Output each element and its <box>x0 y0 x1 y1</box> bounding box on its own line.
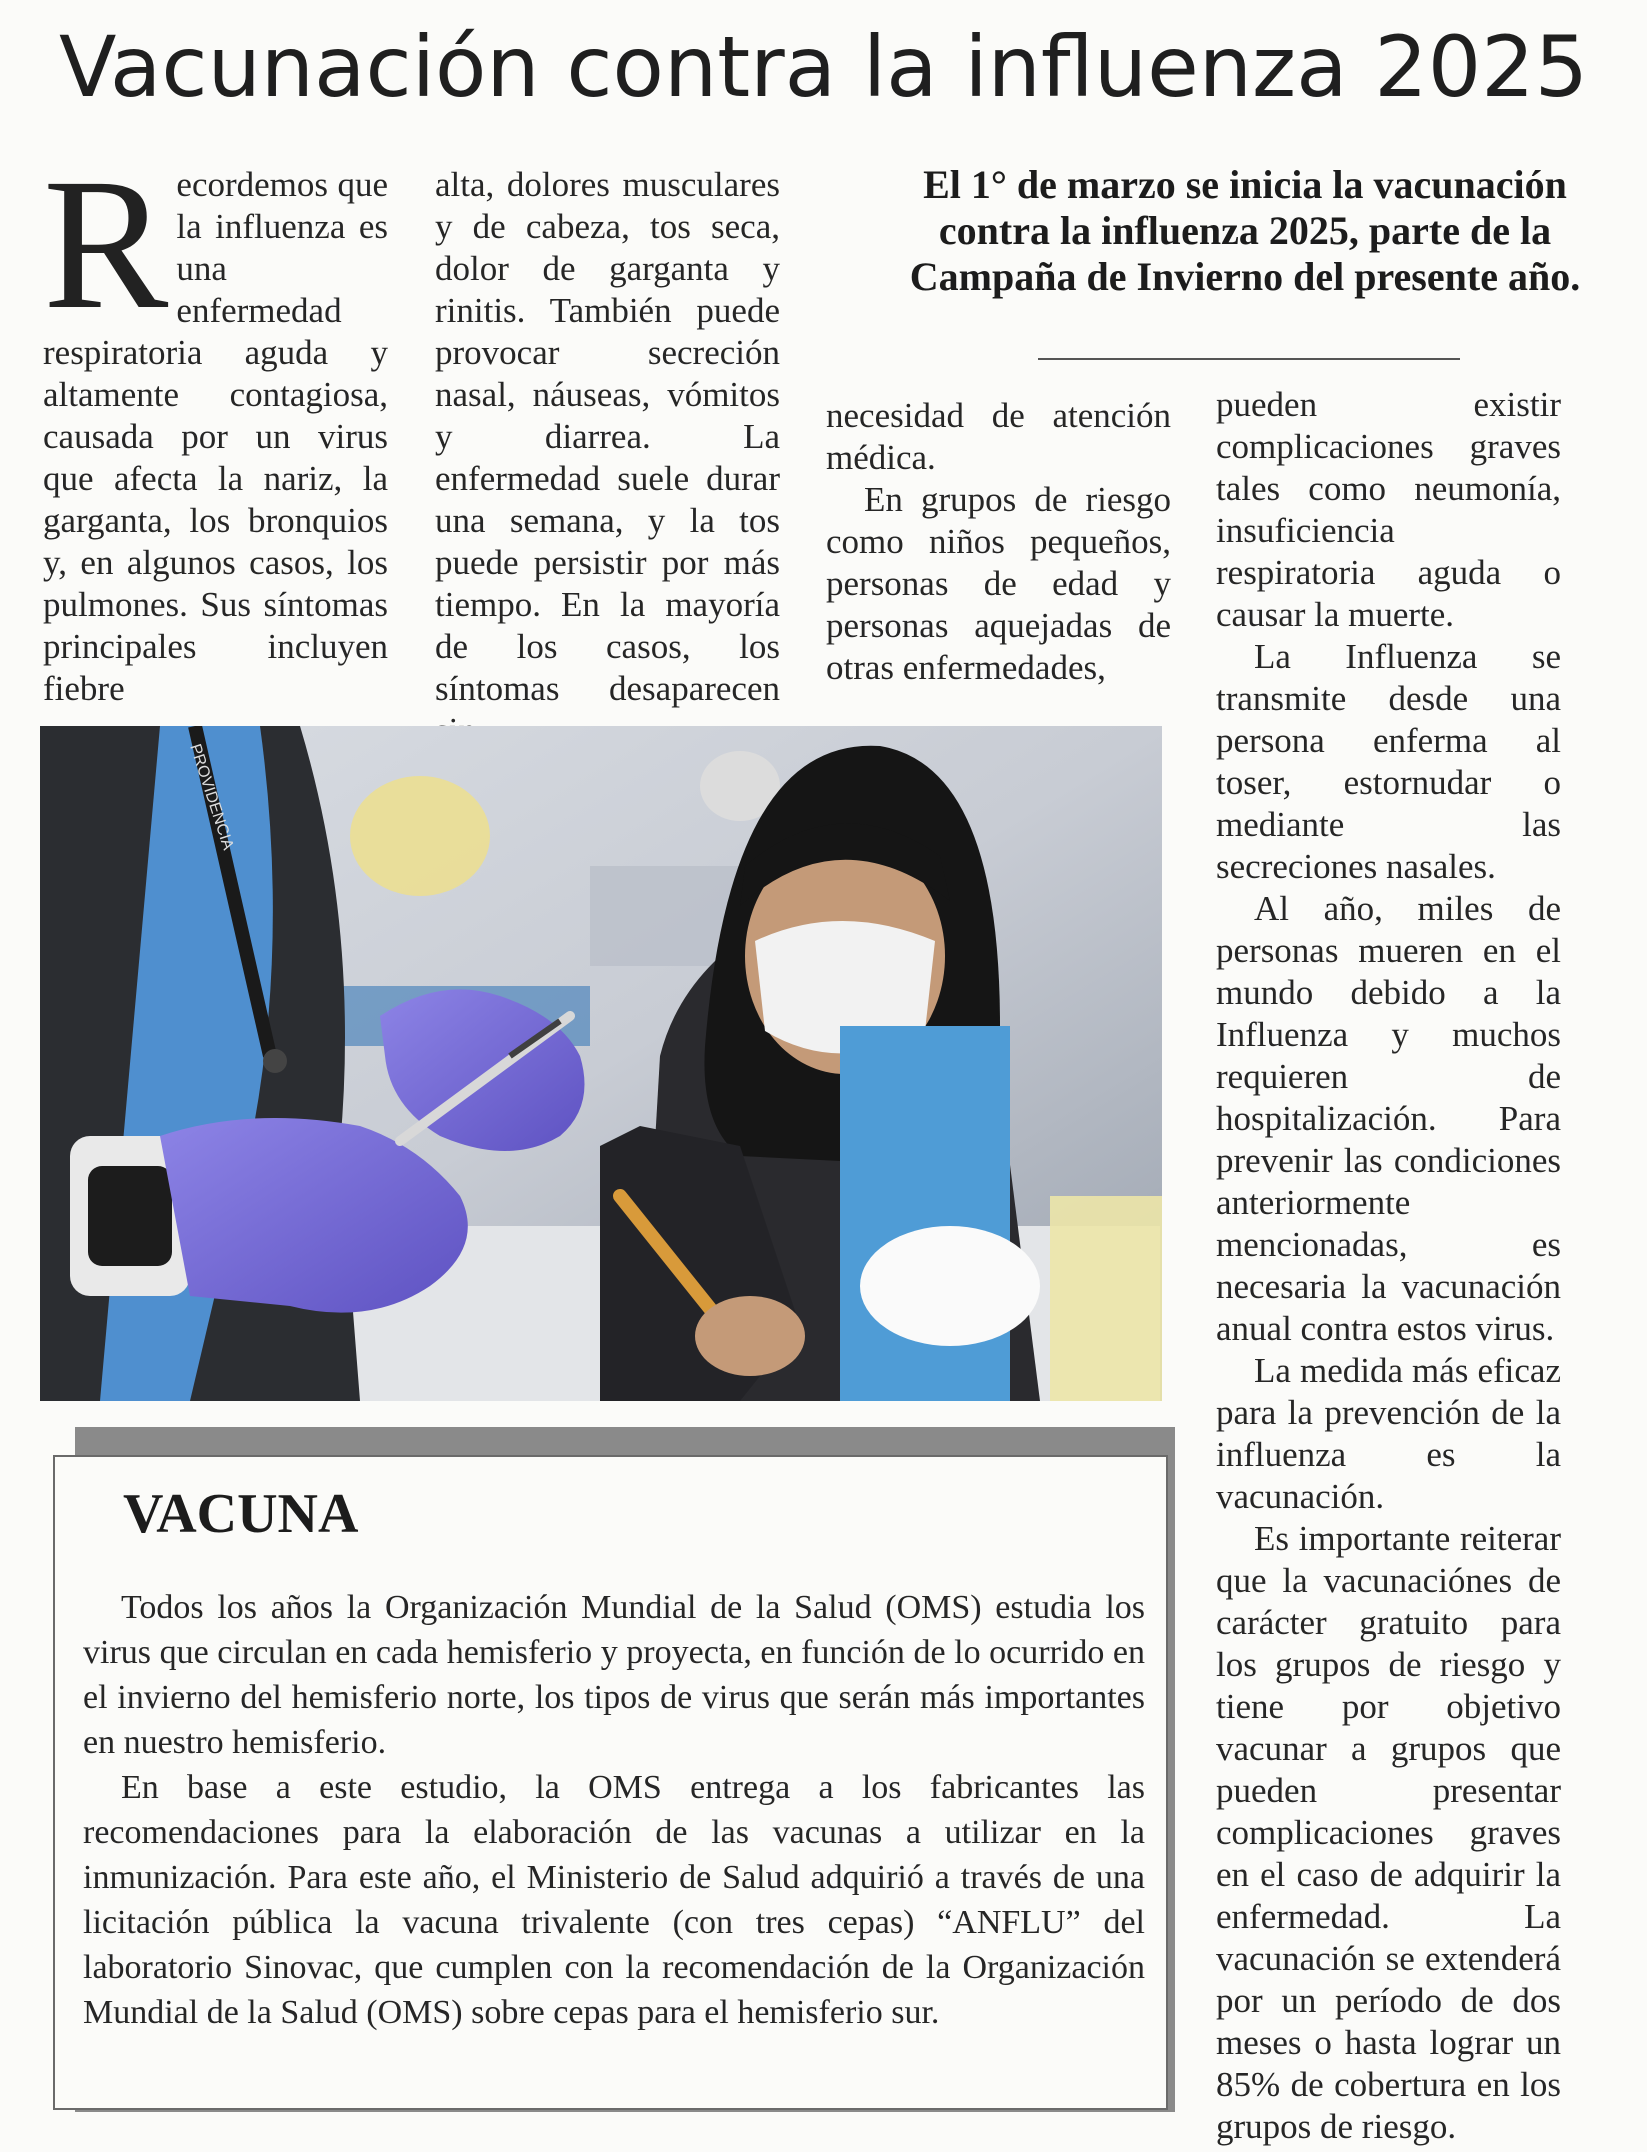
vaccination-photo <box>40 726 1162 1401</box>
column-4-paragraph: La medida más eficaz para la prevención de la influenza es la vacunación. <box>1216 1351 1561 1516</box>
sidebar-title: VACUNA <box>123 1483 359 1545</box>
drop-cap: R <box>43 139 169 348</box>
sidebar-paragraph: En base a este estudio, la OMS entrega a los fabricantes las recomendaciones para la elaboración de las vacunas a utilizar en la inmunización. Para este año, el Ministerio de Salud adquirió a través de una licitación pública la vacuna trivalente (con tres cepas) “ANFLU” del laboratorio Sinovac, que cumplen con la recomendación de la Organización Mundial de la Salud (OMS) sobre cepas para el hemisferio sur. <box>83 1769 1145 2031</box>
article-deck: El 1° de marzo se inicia la vacunación contra la influenza 2025, parte de la Campaña de Invierno del presente año. <box>909 162 1581 299</box>
deck-divider <box>1038 358 1460 360</box>
sidebar-body <box>83 1585 1145 2035</box>
column-3-paragraph: necesidad de atención médica. <box>826 396 1171 477</box>
sidebar-paragraph: Todos los años la Organización Mundial de la Salud (OMS) estudia los virus que circulan en cada hemisferio y proyecta, en función de lo ocurrido en el invierno del hemisferio norte, los tipos de virus que serán más importantes en nuestro hemisferio. <box>83 1589 1145 1761</box>
column-1-text: ecordemos que la influenza es una enfermedad respiratoria aguda y altamente contagiosa, causada por un virus que afecta la nariz, la garganta, los bronquios y, en algunos casos, los pulmones. Sus síntomas principales incluyen fiebre <box>43 165 388 708</box>
lanyard-text: PROVIDENCIA <box>186 741 237 853</box>
column-4-paragraph: La Influenza se transmite desde una persona enferma al toser, estornudar o mediante las secreciones nasales. <box>1216 637 1561 886</box>
vacuna-sidebar-box <box>53 1455 1168 2110</box>
article-title: Vacunación contra la influenza 2025 <box>58 18 1589 116</box>
column-4-paragraph: Al año, miles de personas mueren en el mundo debido a la Influenza y muchos requieren de hospitalización. Para prevenir las condiciones anteriormente mencionadas, es necesaria la vacunación anual contra estos virus. <box>1216 889 1561 1348</box>
article-column-4 <box>1216 384 1561 2148</box>
article-column-3 <box>826 395 1171 689</box>
column-4-paragraph: Es importante reiterar que la vacunaciónes de carácter gratuito para los grupos de riesgo y tiene por objetivo vacunar a grupos que pueden presentar complicaciones graves en el caso de adquirir la enfermedad. La vacunación se extenderá por un período de dos meses o hasta lograr un 85% de cobertura en los grupos de riesgo. <box>1216 1519 1561 2146</box>
article-column-2 <box>435 164 780 752</box>
article-column-1 <box>43 139 388 710</box>
column-4-paragraph: pueden existir complicaciones graves tales como neumonía, insuficiencia respiratoria aguda o causar la muerte. <box>1216 385 1561 634</box>
column-2-text: alta, dolores musculares y de cabeza, tos seca, dolor de garganta y rinitis. También puede provocar secreción nasal, náuseas, vómitos y diarrea. La enfermedad suele durar una semana, y la tos puede persistir por más tiempo. En la mayoría de los casos, los síntomas desaparecen <box>435 165 780 708</box>
column-3-paragraph: En grupos de riesgo como niños pequeños, personas de edad y personas aquejadas de otras enfermedades, <box>826 480 1171 687</box>
